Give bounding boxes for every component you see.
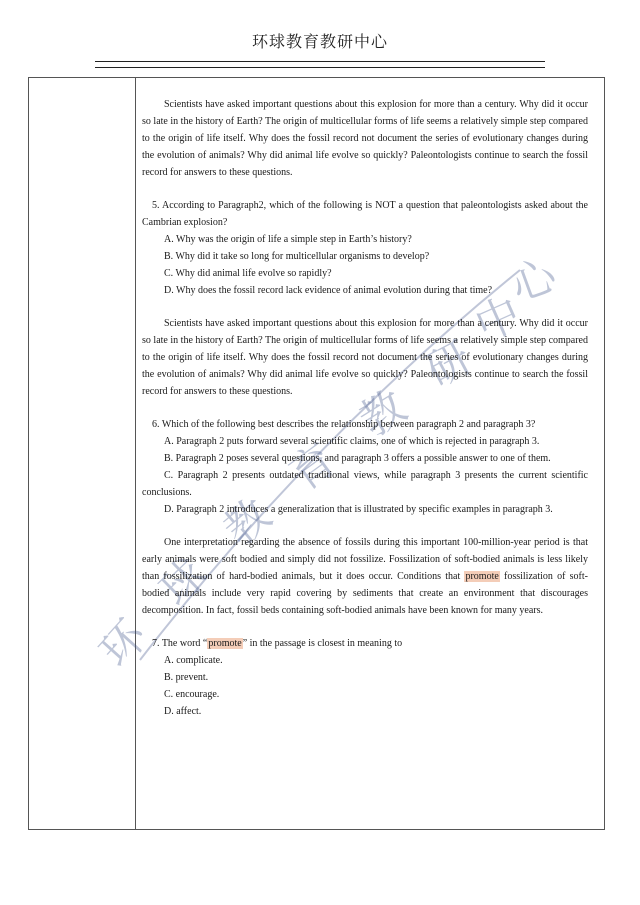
question-5-stem: 5. According to Paragraph2, which of the following is NOT a question that paleontologists asked about the Cambrian explosion? bbox=[142, 200, 588, 228]
question-5-option-c: C. Why did animal life evolve so rapidly? bbox=[164, 268, 332, 279]
watermark-char-5: 教 bbox=[350, 380, 416, 448]
highlighted-word-promote: promote bbox=[465, 571, 499, 582]
header-rule-bottom bbox=[95, 67, 545, 68]
document-content bbox=[142, 96, 588, 720]
watermark-char-1: 环 bbox=[90, 610, 158, 678]
question-7-option-c: C. encourage. bbox=[164, 689, 220, 700]
question-5-option-b: B. Why did it take so long for multicellular organisms to develop? bbox=[164, 251, 430, 262]
question-7-stem-after: ” in the passage is closest in meaning to bbox=[242, 638, 403, 649]
passage-paragraph-2-repeat: Scientists have asked important questions about this explosion for more than a century. Why did it occur so late in the history of Earth? The origin of multicellular forms of life seems a relatively simple step compared to the origin of life itself. Why does the fossil record not document the series of evolutionary changes during the evolution of animals? Why did animal life evolve so quickly? Paleontologists continue to search the fossil record for answers to these questions. bbox=[142, 318, 588, 397]
question-6-option-c: C. Paragraph 2 presents outdated traditional views, while paragraph 3 presents the current scientific conclusions. bbox=[142, 470, 588, 498]
passage-paragraph-2: Scientists have asked important questions about this explosion for more than a century. Why did it occur so late in the history of Earth? The origin of multicellular forms of life seems a relatively simple step compared to the origin of life itself. Why does the fossil record not document the series of evolutionary changes during the evolution of animals? Why did animal life evolve so quickly? Paleontologists continue to search the fossil record for answers to these questions. bbox=[142, 99, 588, 178]
question-7-option-b: B. prevent. bbox=[164, 672, 209, 683]
watermark-char-3: 教 bbox=[214, 489, 281, 557]
question-6-option-d: D. Paragraph 2 introduces a generalization that is illustrated by specific examples in paragraph 3. bbox=[164, 504, 553, 515]
left-empty-column bbox=[29, 78, 136, 829]
question-5-option-a: A. Why was the origin of life a simple step in Earth’s history? bbox=[164, 234, 412, 245]
watermark-char-6: 研 bbox=[417, 332, 481, 398]
passage-paragraph-3 bbox=[142, 534, 588, 619]
header-rule-top bbox=[95, 61, 545, 62]
question-5-option-d: D. Why does the fossil record lack evidence of animal evolution during that time? bbox=[164, 285, 493, 296]
watermark-char-2: 球 bbox=[150, 548, 218, 616]
question-7-highlighted-word: promote bbox=[208, 638, 242, 649]
question-7-option-d: D. affect. bbox=[164, 706, 202, 717]
watermark-char-7: 中 bbox=[467, 287, 529, 353]
paragraph-3-text-after: fossilization of soft-bodied animals include very rapid covering by sediments that create an environment that discourages decomposition. In fact, fossil beds containing soft-bodied animals have been known for many years. bbox=[142, 571, 588, 616]
question-7-stem bbox=[142, 635, 588, 652]
watermark-char-8: 心 bbox=[504, 249, 564, 313]
question-6-option-a: A. Paragraph 2 puts forward several scientific claims, one of which is rejected in paragraph 3. bbox=[164, 436, 540, 447]
watermark-char-4: 育 bbox=[280, 433, 347, 501]
question-6-option-b: B. Paragraph 2 poses several questions, and paragraph 3 offers a possible answer to one of them. bbox=[164, 453, 551, 464]
question-6-stem: 6. Which of the following best describes the relationship between paragraph 2 and paragraph 3? bbox=[152, 419, 536, 430]
question-7-stem-before: 7. The word “ bbox=[152, 638, 208, 649]
page-header-title: 环球教育教研中心 bbox=[251, 32, 388, 51]
paragraph-3-text-before: One interpretation regarding the absence of fossils during this important 100-million-year period is that early animals were soft bodied and simply did not fossilize. Fossilization of soft-bodied animals is less likely than fossilization of hard-bodied animals, but it does occur. Conditions that bbox=[142, 537, 588, 582]
question-7-option-a: A. complicate. bbox=[164, 655, 223, 666]
